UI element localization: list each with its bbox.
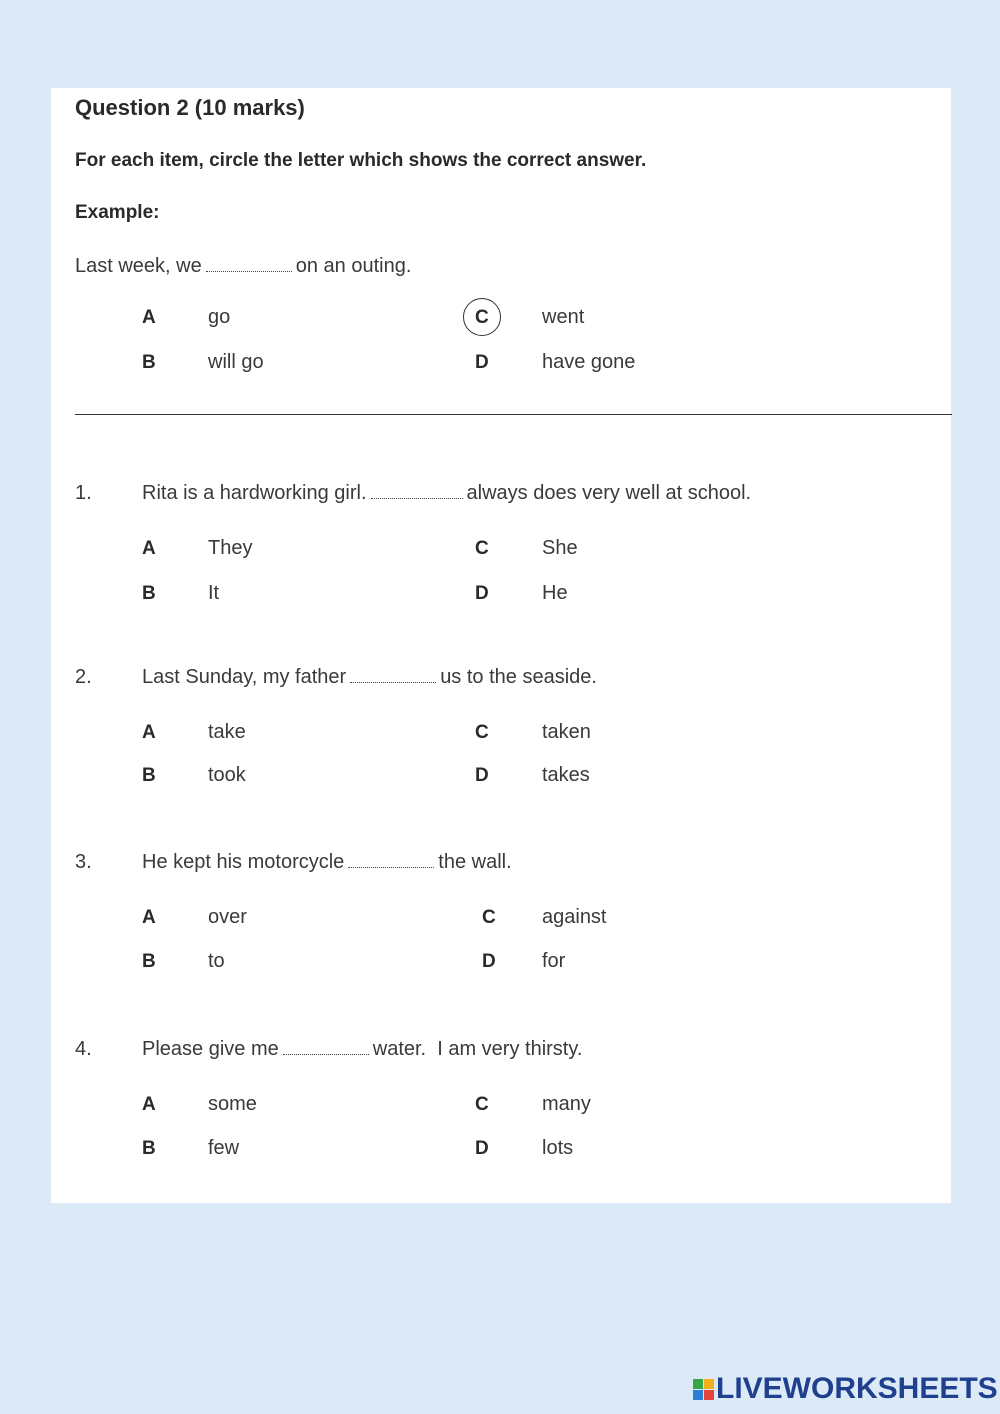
option-letter-c[interactable]: C <box>475 538 489 559</box>
option-text: have gone <box>542 351 636 373</box>
option-letter-a[interactable]: A <box>142 538 156 559</box>
answer-blank[interactable] <box>206 270 292 272</box>
question-sentence <box>142 1038 582 1061</box>
question-sentence <box>142 482 751 505</box>
option-letter-a[interactable]: A <box>142 307 156 328</box>
option-letter-b[interactable]: B <box>142 1138 156 1159</box>
option-text: She <box>542 537 578 559</box>
sentence-before: Please give me <box>142 1038 279 1060</box>
question-number: 4. <box>75 1038 92 1060</box>
question-number: 2. <box>75 666 92 688</box>
logo-square <box>693 1390 703 1400</box>
example-sentence <box>75 255 411 278</box>
question-title: Question 2 (10 marks) <box>75 95 305 120</box>
option-letter-d[interactable]: D <box>475 1138 489 1159</box>
option-letter-a[interactable]: A <box>142 1094 156 1115</box>
option-text: They <box>208 537 253 559</box>
sentence-before: Last week, we <box>75 255 202 277</box>
option-letter-a[interactable]: A <box>142 722 156 743</box>
brand-name: LIVEWORKSHEETS <box>716 1372 998 1405</box>
option-letter-d[interactable]: D <box>482 951 496 972</box>
option-letter-d[interactable]: D <box>475 583 489 604</box>
option-letter-a[interactable]: A <box>142 907 156 928</box>
option-letter-c[interactable]: C <box>475 1094 489 1115</box>
question-sentence <box>142 666 597 689</box>
answer-blank[interactable] <box>283 1053 369 1055</box>
option-letter-b[interactable]: B <box>142 765 156 786</box>
option-letter-c[interactable]: C <box>482 907 496 928</box>
answer-blank[interactable] <box>371 497 463 499</box>
option-text: took <box>208 764 246 786</box>
option-text: many <box>542 1093 591 1115</box>
instruction-text: For each item, circle the letter which shows the correct answer. <box>75 150 647 171</box>
logo-square <box>704 1379 714 1389</box>
answer-blank[interactable] <box>348 866 434 868</box>
option-text: to <box>208 950 225 972</box>
logo-squares-icon <box>693 1379 714 1400</box>
option-letter-c[interactable]: C <box>475 722 489 743</box>
option-text: for <box>542 950 566 972</box>
option-text: few <box>208 1137 240 1159</box>
answer-blank[interactable] <box>350 681 436 683</box>
option-letter-c[interactable]: C <box>475 307 489 328</box>
option-text: will go <box>208 351 264 373</box>
option-text: take <box>208 721 246 743</box>
option-letter-b[interactable]: B <box>142 352 156 373</box>
option-letter-d[interactable]: D <box>475 765 489 786</box>
sentence-after: the wall. <box>438 851 512 873</box>
question-number: 3. <box>75 851 92 873</box>
liveworksheets-logo <box>693 1372 998 1406</box>
logo-square <box>704 1390 714 1400</box>
sentence-after: water. I am very thirsty. <box>372 1038 583 1060</box>
option-text: It <box>208 582 220 604</box>
option-text: takes <box>542 764 590 786</box>
sentence-after: us to the seaside. <box>440 666 597 688</box>
sentence-before: Rita is a hardworking girl. <box>142 482 367 504</box>
question-sentence <box>142 851 512 874</box>
example-label: Example: <box>75 202 160 223</box>
option-text: go <box>208 306 231 328</box>
option-letter-b[interactable]: B <box>142 951 156 972</box>
question-number: 1. <box>75 482 92 504</box>
option-text: lots <box>542 1137 574 1159</box>
sentence-after: always does very well at school. <box>466 482 752 504</box>
sentence-after: on an outing. <box>295 255 412 277</box>
logo-square <box>693 1379 703 1389</box>
option-text: went <box>542 306 585 328</box>
option-text: taken <box>542 721 591 743</box>
option-text: against <box>542 906 607 928</box>
option-letter-b[interactable]: B <box>142 583 156 604</box>
option-text: some <box>208 1093 257 1115</box>
sentence-before: He kept his motorcycle <box>142 851 345 873</box>
option-text: over <box>208 906 247 928</box>
sentence-before: Last Sunday, my father <box>142 666 347 688</box>
option-text: He <box>542 582 568 604</box>
option-letter-d[interactable]: D <box>475 352 489 373</box>
divider <box>75 414 952 415</box>
